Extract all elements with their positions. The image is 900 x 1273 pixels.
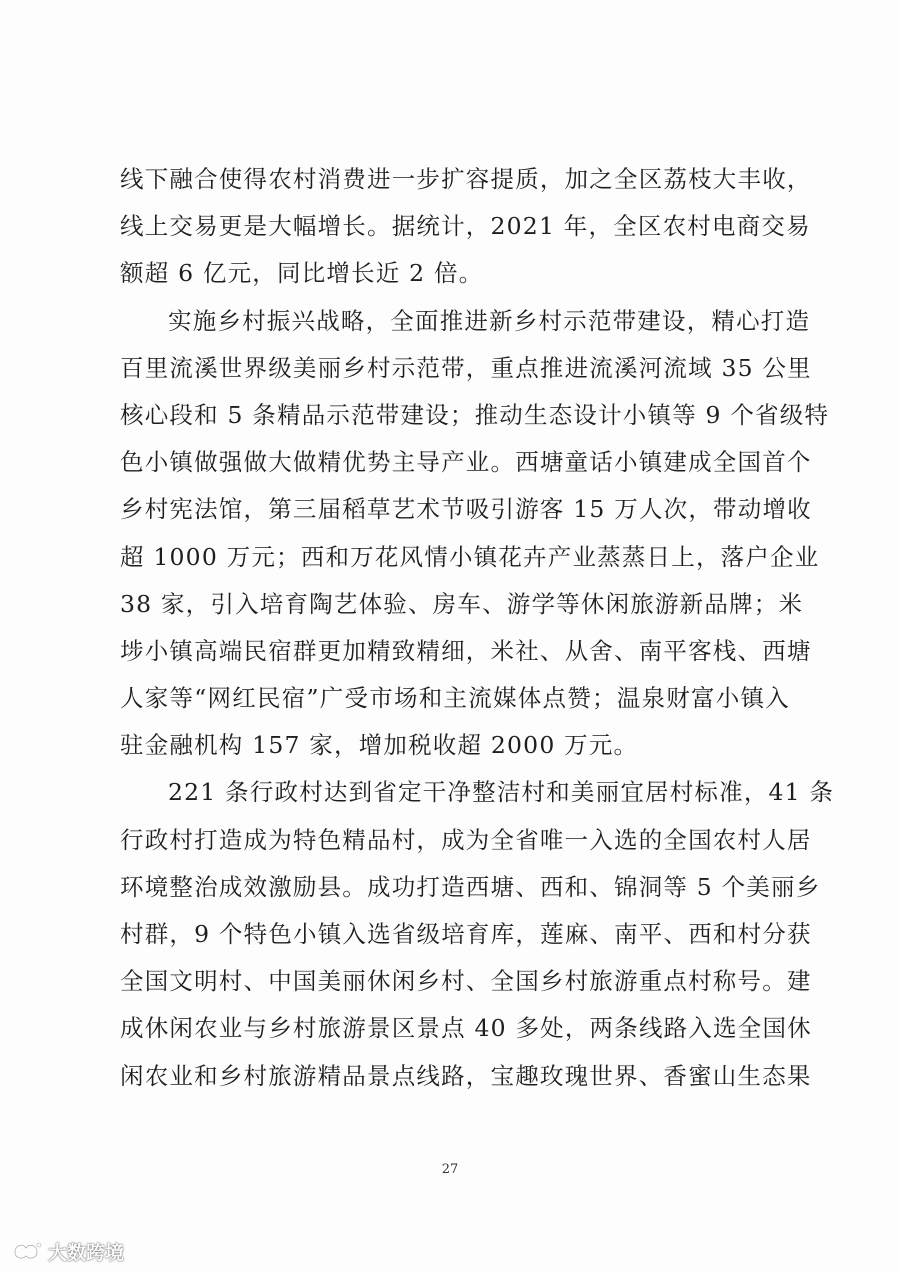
text-line: 线下融合使得农村消费进一步扩容提质，加之全区荔枝大丰收，: [120, 165, 812, 193]
text-line: 额超 6 亿元，同比增长近 2 倍。: [120, 259, 484, 288]
text-line: 超 1000 万元；西和万花风情小镇花卉产业蒸蒸日上，落户企业: [120, 542, 820, 571]
text-line: 百里流溪世界级美丽乡村示范带，重点推进流溪河流域 35 公里: [120, 353, 812, 382]
text-line: 驻金融机构 157 家，增加税收超 2000 万元。: [120, 731, 639, 760]
page-number: 27: [441, 1162, 459, 1177]
text-line: 色小镇做强做大做精优势主导产业。西塘童话小镇建成全国首个: [120, 448, 812, 477]
paragraph-start-line: 实施乡村振兴战略，全面推进新乡村示范带建设，精心打造: [168, 306, 811, 335]
text-line: 行政村打造成为特色精品村，成为全省唯一入选的全国农村人居: [120, 825, 812, 854]
watermark-text: 大数跨境: [48, 1242, 125, 1264]
text-line: 核心段和 5 条精品示范带建设；推动生态设计小镇等 9 个省级特: [120, 400, 830, 429]
text-line: 成休闲农业与乡村旅游景区景点 40 多处，两条线路入选全国休: [120, 1014, 812, 1043]
text-line: 38 家，引入培育陶艺体验、房车、游学等休闲旅游新品牌；米: [120, 589, 804, 618]
text-line: 乡村宪法馆，第三届稻草艺术节吸引游客 15 万人次，带动增收: [120, 495, 812, 524]
body-text: [120, 156, 835, 1100]
logo-icon: [12, 1241, 42, 1263]
text-line: 环境整治成效激励县。成功打造西塘、西和、锦洞等 5 个美丽乡: [120, 872, 821, 901]
text-line: 村群，9 个特色小镇入选省级培育库，莲麻、南平、西和村分获: [120, 920, 812, 948]
text-line: 闲农业和乡村旅游精品景点线路，宝趣玫瑰世界、香蜜山生态果: [120, 1061, 812, 1090]
text-line: 线上交易更是大幅增长。据统计，2021 年，全区农村电商交易: [120, 212, 811, 241]
text-line: 人家等“网红民宿”广受市场和主流媒体点赞；温泉财富小镇入: [120, 684, 790, 713]
text-line: 埗小镇高端民宿群更加精致精细，米社、从舍、南平客栈、西塘: [120, 636, 812, 665]
watermark: [12, 1238, 124, 1265]
text-line: 全国文明村、中国美丽休闲乡村、全国乡村旅游重点村称号。建: [120, 967, 812, 996]
paragraph-start-line: 221 条行政村达到省定干净整洁村和美丽宜居村标准，41 条: [168, 778, 835, 807]
